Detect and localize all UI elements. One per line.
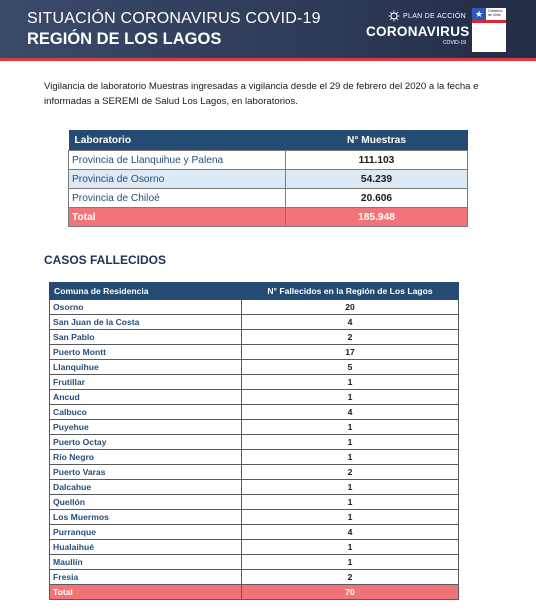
table-row — [50, 435, 459, 450]
comuna-name: Osorno — [50, 300, 242, 315]
comuna-name: Los Muermos — [50, 510, 242, 525]
table-row — [50, 390, 459, 405]
comuna-name: Calbuco — [50, 405, 242, 420]
header-title-line2: REGIÓN DE LOS LAGOS — [27, 30, 222, 48]
comuna-name: Maullín — [50, 555, 242, 570]
table-row — [50, 360, 459, 375]
comuna-name: Puyehue — [50, 420, 242, 435]
lab-value: 20.606 — [286, 189, 468, 208]
comuna-name: Hualaihué — [50, 540, 242, 555]
lab-samples-table — [68, 130, 468, 227]
gov-logo-text: Gobierno de Chile — [488, 9, 503, 17]
death-count: 1 — [242, 450, 459, 465]
total-label: Total — [50, 585, 242, 600]
comuna-name: Quellón — [50, 495, 242, 510]
death-count: 20 — [242, 300, 459, 315]
column-header: Laboratorio — [69, 130, 286, 151]
lab-value: 111.103 — [286, 151, 468, 170]
death-count: 4 — [242, 525, 459, 540]
comuna-name: Puerto Varas — [50, 465, 242, 480]
intro-paragraph: Vigilancia de laboratorio Muestras ingresadas a vigilancia desde el 29 de febrero del 2020 a la fecha e informadas a SEREMI de Salud Los Lagos, en laboratorios. — [44, 81, 479, 107]
comuna-name: Fresia — [50, 570, 242, 585]
death-count: 2 — [242, 570, 459, 585]
gobierno-logo — [472, 8, 506, 52]
comuna-name: Purranque — [50, 525, 242, 540]
comuna-name: Puerto Montt — [50, 345, 242, 360]
table-row — [50, 420, 459, 435]
table-row — [50, 525, 459, 540]
comuna-name: Dalcahue — [50, 480, 242, 495]
table-header-row — [69, 130, 468, 151]
table-row — [50, 345, 459, 360]
comuna-name: San Pablo — [50, 330, 242, 345]
column-header: N° Muestras — [286, 130, 468, 151]
brand-big-text: CORONAVIRUS — [366, 24, 470, 39]
star-icon: ★ — [475, 9, 484, 19]
table-row — [50, 495, 459, 510]
table-row — [50, 540, 459, 555]
table-row — [50, 510, 459, 525]
death-count: 1 — [242, 420, 459, 435]
table-row — [50, 300, 459, 315]
total-value: 70 — [242, 585, 459, 600]
table-row — [50, 480, 459, 495]
death-count: 17 — [242, 345, 459, 360]
death-count: 1 — [242, 540, 459, 555]
lab-name: Provincia de Llanquihue y Palena — [69, 151, 286, 170]
header-title-line1: SITUACIÓN CORONAVIRUS COVID-19 — [27, 10, 321, 27]
death-count: 5 — [242, 360, 459, 375]
death-count: 1 — [242, 435, 459, 450]
table-total-row — [50, 585, 459, 600]
table-total-row — [69, 208, 468, 227]
lab-name: Provincia de Chiloé — [69, 189, 286, 208]
table-row — [69, 170, 468, 189]
table-row — [50, 570, 459, 585]
death-count: 1 — [242, 510, 459, 525]
death-count: 1 — [242, 495, 459, 510]
table-row — [50, 465, 459, 480]
death-count: 1 — [242, 390, 459, 405]
lab-name: Provincia de Osorno — [69, 170, 286, 189]
lab-value: 54.239 — [286, 170, 468, 189]
table-row — [50, 315, 459, 330]
death-count: 2 — [242, 465, 459, 480]
table-row — [69, 189, 468, 208]
death-count: 1 — [242, 375, 459, 390]
death-count: 4 — [242, 405, 459, 420]
death-count: 1 — [242, 555, 459, 570]
section-title: CASOS FALLECIDOS — [44, 253, 167, 267]
table-row — [50, 450, 459, 465]
table-row — [50, 555, 459, 570]
brand-sub-text: COVID-19 — [442, 40, 466, 46]
column-header: N° Fallecidos en la Región de Los Lagos — [242, 283, 459, 300]
table-header-row — [50, 283, 459, 300]
table-row — [50, 330, 459, 345]
table-row — [50, 375, 459, 390]
column-header: Comuna de Residencia — [50, 283, 242, 300]
comuna-name: Frutillar — [50, 375, 242, 390]
death-count: 1 — [242, 480, 459, 495]
table-row — [50, 405, 459, 420]
deaths-table — [49, 282, 459, 600]
header-banner — [0, 0, 536, 61]
total-value: 185.948 — [286, 208, 468, 227]
virus-icon — [388, 10, 400, 22]
death-count: 2 — [242, 330, 459, 345]
comuna-name: Río Negro — [50, 450, 242, 465]
total-label: Total — [69, 208, 286, 227]
death-count: 4 — [242, 315, 459, 330]
comuna-name: Ancud — [50, 390, 242, 405]
comuna-name: Llanquihue — [50, 360, 242, 375]
comuna-name: Puerto Octay — [50, 435, 242, 450]
table-row — [69, 151, 468, 170]
comuna-name: San Juan de la Costa — [50, 315, 242, 330]
coronavirus-brand — [366, 10, 470, 46]
brand-small-text: PLAN DE ACCIÓN — [403, 12, 466, 20]
